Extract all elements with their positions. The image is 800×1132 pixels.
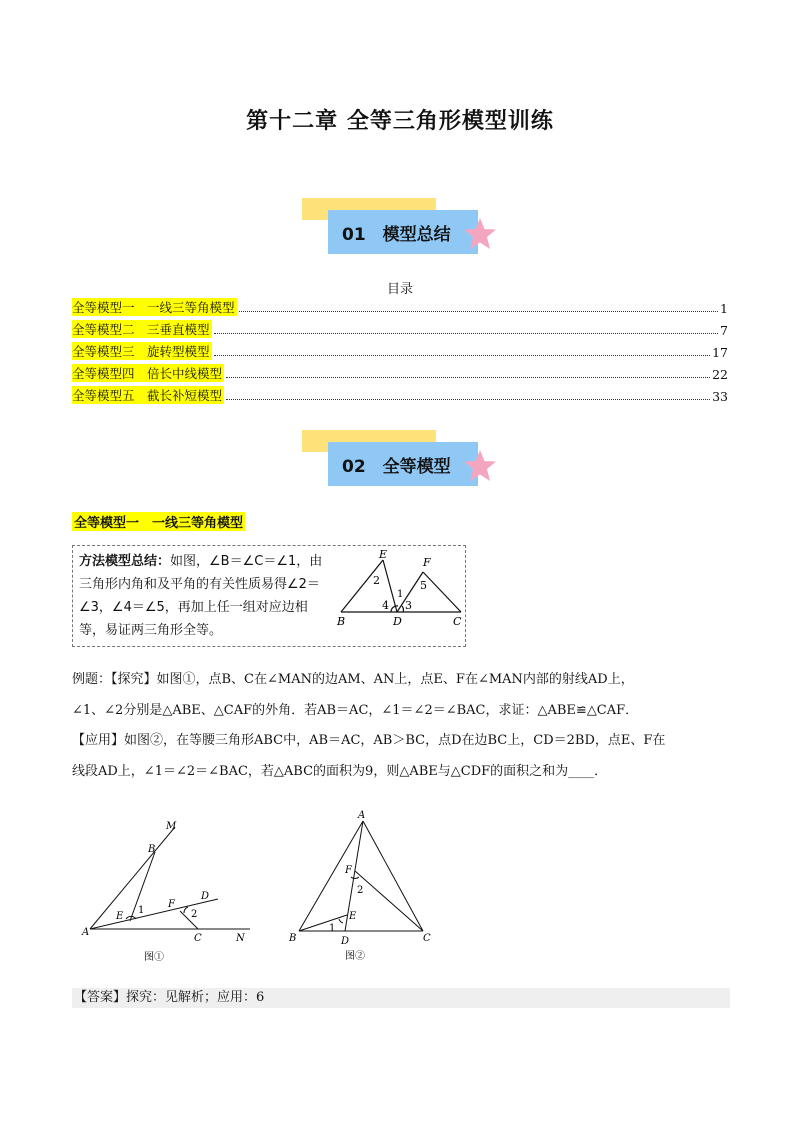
toc-leader: [214, 355, 711, 356]
figure-label: F: [168, 899, 175, 910]
figure-label: C: [423, 933, 431, 944]
example-line-3: 【应用】如图②，在等腰三角形ABC中，AB＝AC，AB＞BC，点D在边BC上，CD＝2BD，点E、F在: [72, 733, 666, 748]
figure-caption: 图②: [345, 951, 365, 962]
figure-label: 1: [329, 923, 336, 934]
toc-item-page: 7: [720, 323, 728, 338]
figure-2: [285, 805, 445, 965]
toc-item[interactable]: [72, 320, 728, 338]
figure-label: 2: [373, 574, 380, 587]
figure-label: B: [337, 615, 346, 628]
toc-item[interactable]: [72, 298, 728, 316]
figure-label: B: [289, 933, 297, 944]
figure-label: E: [349, 911, 357, 922]
toc-item-page: 17: [712, 345, 728, 360]
figure-1: [80, 815, 260, 965]
chapter-title: 第十二章 全等三角形模型训练: [246, 109, 554, 134]
toc-heading: 目录: [386, 282, 413, 297]
toc-item-page: 1: [720, 301, 728, 316]
figure-label: F: [423, 556, 431, 569]
figure-label: 1: [138, 905, 145, 916]
example-line-2: ∠1、∠2分别是△ABE、△CAF的外角．若AB＝AC，∠1＝∠2＝∠BAC，求证：△ABE≌△CAF．: [72, 703, 639, 718]
figure-label: 1: [397, 589, 404, 600]
star-icon: [462, 216, 498, 252]
toc-item-page: 22: [712, 367, 728, 382]
figure-label: F: [345, 865, 352, 876]
answer-bar: 【答案】探究：见解析；应用：6: [72, 988, 730, 1008]
figure-label: 2: [191, 909, 198, 920]
figure-label: E: [379, 548, 388, 561]
summary-body: 如图，∠B＝∠C＝∠1，由三角形内角和及平角的有关性质易得∠2＝∠3，∠4＝∠5，再加上任一组对应边相等，易证两三角形全等。: [79, 554, 323, 638]
figure-label: B: [148, 844, 156, 855]
figure-label: M: [166, 821, 177, 832]
figure-caption: 图①: [144, 952, 164, 963]
banner-label: 01 模型总结: [342, 225, 451, 245]
toc-item-page: 33: [712, 389, 728, 404]
figure-label: E: [116, 911, 124, 922]
banner-label: 02 全等模型: [342, 457, 451, 477]
summary-text: [79, 550, 329, 642]
figure-label: A: [358, 810, 366, 821]
summary-label: 方法模型总结：: [79, 554, 171, 569]
toc-item-label: 全等模型二 三垂直模型: [72, 322, 210, 337]
figure-label: 3: [405, 599, 412, 612]
figure-label: D: [201, 891, 210, 902]
toc-leader: [239, 311, 719, 312]
figure-label: C: [194, 933, 202, 944]
summary-figure: [335, 548, 465, 644]
toc-item-label: 全等模型三 旋转型模型: [72, 344, 210, 359]
toc-item[interactable]: [72, 386, 728, 404]
toc-leader: [214, 333, 719, 334]
figure-label: N: [236, 933, 245, 944]
figure-label: C: [453, 615, 462, 628]
toc-item-label: 全等模型一 一线三等角模型: [72, 300, 235, 315]
example-line-4: 线段AD上，∠1＝∠2＝∠BAC，若△ABC的面积为9，则△ABE与△CDF的面积之和为____．: [72, 764, 608, 779]
section-banner-models: [302, 430, 502, 500]
toc-leader: [226, 399, 710, 400]
section-banner-summary: [302, 198, 502, 268]
toc-item-label: 全等模型四 倍长中线模型: [72, 366, 223, 381]
toc-item[interactable]: [72, 342, 728, 360]
summary-figure-labels: [336, 548, 462, 628]
section-heading: 全等模型一 一线三等角模型: [72, 512, 245, 531]
figure-label: 5: [420, 579, 427, 592]
toc-item-label: 全等模型五 截长补短模型: [72, 388, 223, 403]
figure-label: 2: [357, 885, 364, 896]
figure-label: 4: [382, 599, 389, 612]
figure-label: A: [82, 927, 90, 938]
star-icon: [462, 448, 498, 484]
method-summary-box: [72, 545, 466, 647]
figure-label: D: [393, 615, 402, 628]
example-line-1: 例题：【探究】如图①，点B、C在∠MAN的边AM、AN上，点E、F在∠MAN内部的射线AD上，: [72, 672, 634, 687]
figure-label: D: [341, 936, 350, 947]
toc-leader: [226, 377, 710, 378]
figure-2-labels: [288, 810, 431, 947]
toc-item[interactable]: [72, 364, 728, 382]
